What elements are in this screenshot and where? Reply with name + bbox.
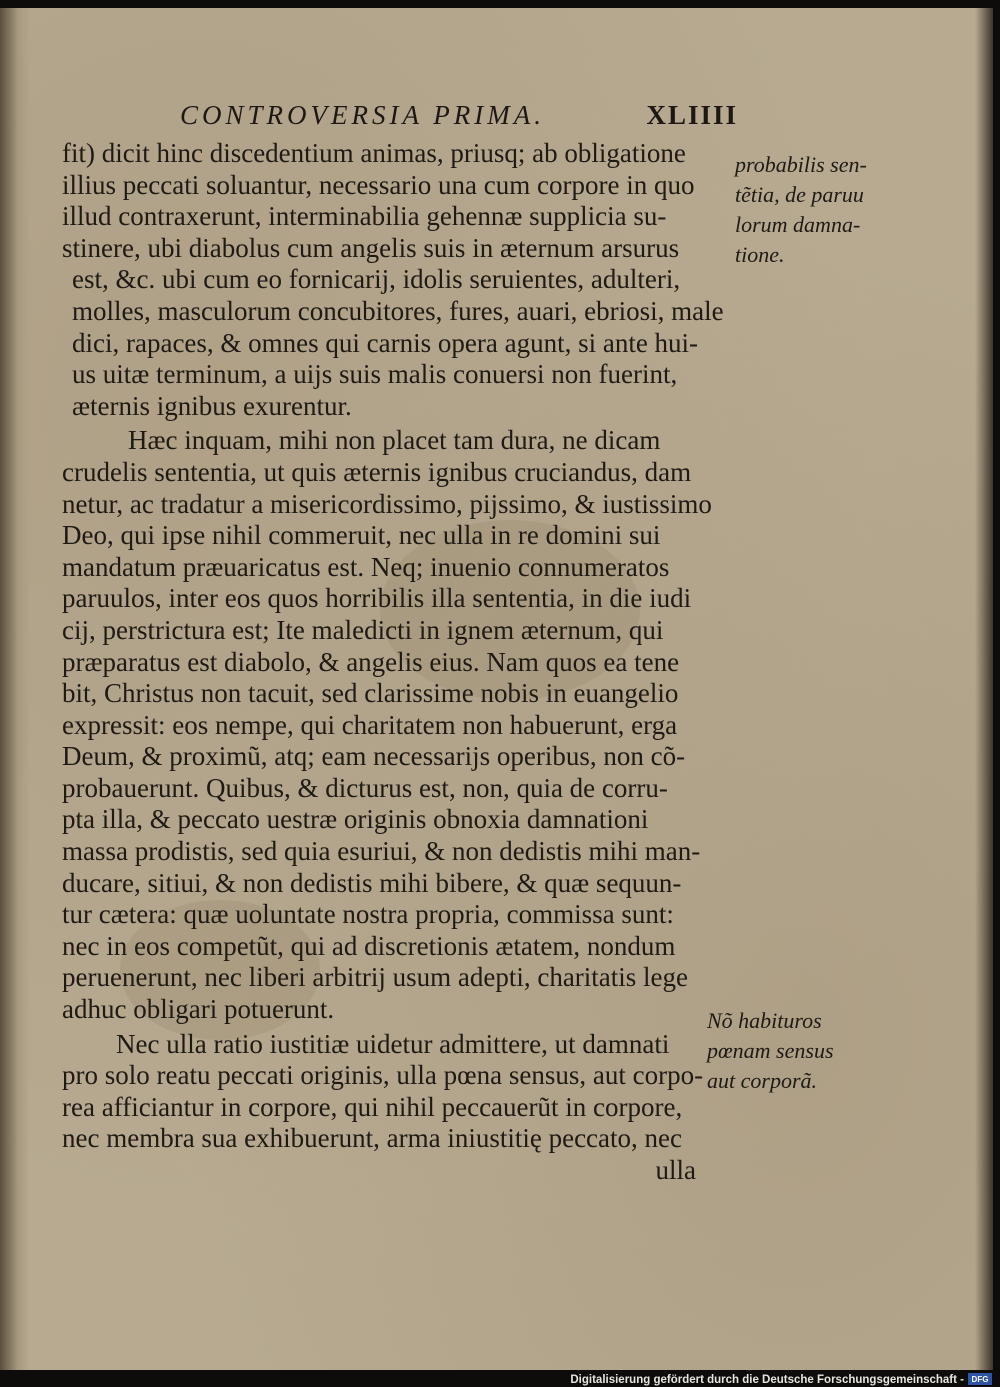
catchword: ulla: [655, 1155, 696, 1185]
text-line: stinere, ubi diabolus cum angelis suis in æternum arsurus: [62, 232, 680, 263]
text-line: pta illa, & peccato uestræ originis obnoxia damnationi: [62, 804, 649, 835]
marginal-note-line: probabilis sen-: [735, 152, 867, 177]
marginal-note-line: lorum damna-: [735, 212, 861, 237]
main-text-block: [62, 138, 736, 1187]
folio-number: XLIIII: [646, 100, 738, 130]
text-line: peruenerunt, nec liberi arbitrij usum adepti, charitatis lege: [62, 962, 689, 993]
marginal-note-line: tione.: [735, 242, 785, 267]
text-line: tur cætera: quæ uoluntate nostra propria, commissa sunt:: [62, 899, 674, 930]
text-line: mandatum præuaricatus est. Neq; inuenio connumeratos: [62, 551, 670, 582]
text-line: bit, Christus non tacuit, sed clarissime nobis in euangelio: [62, 678, 679, 709]
text-line: Deum, & proximũ, atq; eam necessarijs operibus, non cõ-: [62, 741, 686, 772]
text-line: Deo, qui ipse nihil commeruit, nec ulla in re domini sui: [62, 520, 661, 551]
marginal-note-line: pœnam sensus: [707, 1038, 834, 1063]
text-line: Nec ulla ratio iustitiæ uidetur admittere, ut damnati: [116, 1028, 670, 1059]
text-line: nec membra sua exhibuerunt, arma iniustitię peccato, nec: [62, 1123, 682, 1154]
text-line: fit) dicit hinc discedentium animas, priusq; ab obligatione: [62, 138, 686, 168]
paragraph: [62, 425, 736, 1025]
text-line: massa prodistis, sed quia esuriui, & non dedistis mihi man-: [62, 836, 701, 867]
text-line: molles, masculorum concubitores, fures, auari, ebriosi, male: [72, 295, 724, 326]
page-gutter-shadow: [0, 8, 30, 1370]
text-line: est, &c. ubi cum eo fornicarij, idolis seruientes, adulteri,: [72, 264, 681, 295]
text-line: præparatus est diabolo, & angelis eius. Nam quos ea tene: [62, 646, 680, 677]
text-line: illud contraxerunt, interminabilia gehennæ supplicia su-: [62, 201, 667, 232]
text-line: ducare, sitiui, & non dedistis mihi bibere, & quæ sequun-: [62, 867, 682, 898]
marginal-note: [735, 150, 867, 270]
footer-bar: [0, 1370, 1000, 1387]
funding-credit: Digitalisierung gefördert durch die Deutsche Forschungsgemeinschaft -: [570, 1374, 964, 1386]
paragraph: [62, 1029, 736, 1155]
text-line: nec in eos competũt, qui ad discretionis ætatem, nondum: [62, 930, 676, 961]
marginal-note-line: Nõ habituros: [707, 1008, 822, 1033]
paragraph: [62, 138, 736, 422]
text-line: expressit: eos nempe, qui charitatem non habuerunt, erga: [62, 709, 678, 740]
text-line: illius peccati soluantur, necessario una cum corpore in quo: [62, 169, 695, 200]
marginal-note-line: tẽtia, de paruu: [735, 182, 864, 207]
text-line: crudelis sententia, ut quis æternis ignibus cruciandus, dam: [62, 456, 692, 487]
text-line: us uitæ terminum, a uijs suis malis conuersi non fuerint,: [72, 359, 678, 390]
text-line: probauerunt. Quibus, & dicturus est, non, quia de corru-: [62, 772, 668, 803]
running-title: CONTROVERSIA PRIMA.: [180, 100, 545, 130]
text-line: dici, rapaces, & omnes qui carnis opera agunt, si ante hui-: [72, 327, 699, 358]
marginal-note: [707, 1006, 834, 1096]
marginal-note-line: aut corporã.: [707, 1068, 817, 1093]
page-edge-shadow: [975, 8, 993, 1370]
text-line: adhuc obligari potuerunt.: [62, 994, 335, 1025]
text-line: netur, ac tradatur a misericordissimo, pijssimo, & iustissimo: [62, 488, 712, 519]
text-line: paruulos, inter eos quos horribilis illa sententia, in die iudi: [62, 583, 692, 614]
dfg-logo-icon: DFG: [968, 1373, 992, 1385]
text-line: pro solo reatu peccati originis, ulla pœna sensus, aut corpo-: [62, 1060, 704, 1091]
text-line: Hæc inquam, mihi non placet tam dura, ne dicam: [128, 425, 661, 456]
text-line: cij, perstrictura est; Ite maledicti in ignem æternum, qui: [62, 614, 664, 645]
text-line: rea afficiantur in corpore, qui nihil peccauerũt in corpore,: [62, 1091, 683, 1122]
text-line: æternis ignibus exurentur.: [72, 390, 352, 421]
